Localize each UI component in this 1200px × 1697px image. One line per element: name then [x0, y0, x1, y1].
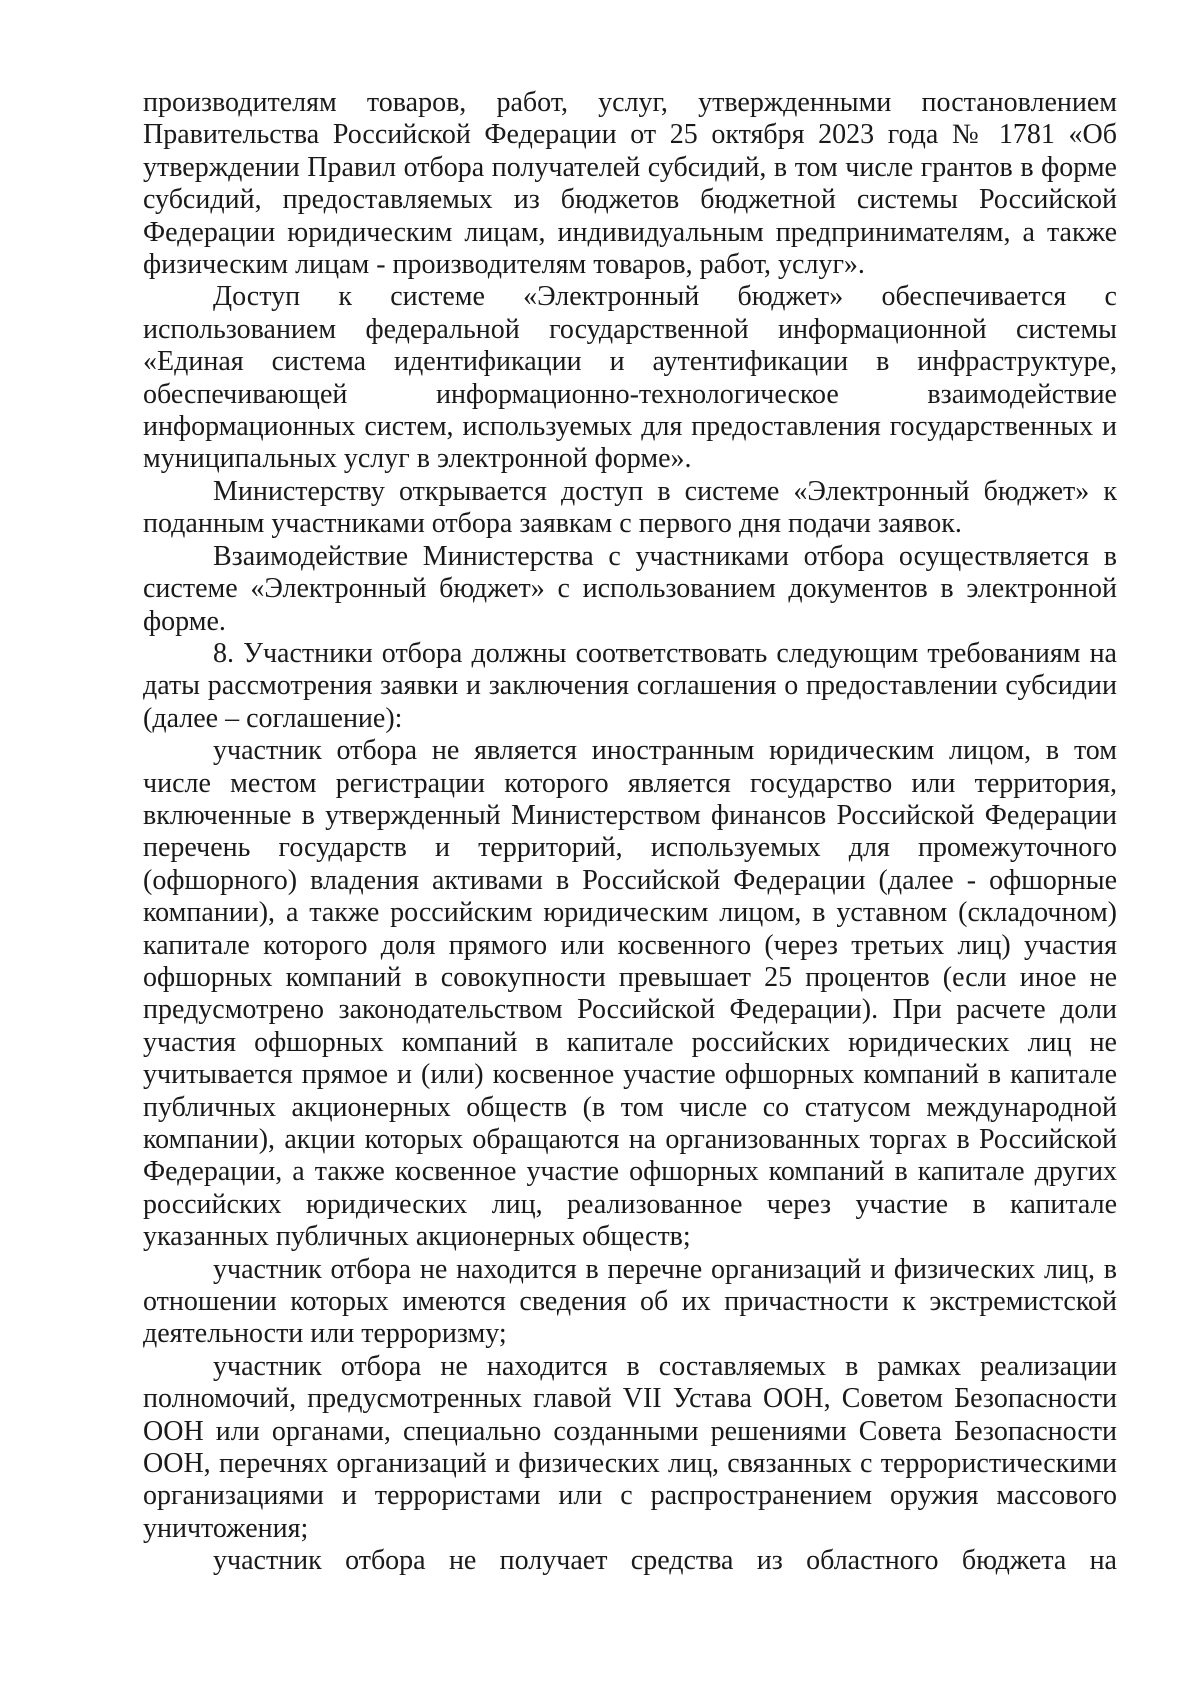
document-body — [143, 87, 1117, 1578]
paragraph-item-8: 8. Участники отбора должны соответствовать следующим требованиям на даты рассмотрения заявки и заключения соглашения о предоставлении субсидии (далее – соглашение): — [143, 637, 1117, 734]
paragraph-budget-requirement: участник отбора не получает средства из областного бюджета на — [213, 1545, 1117, 1577]
paragraph-system-access: Доступ к системе «Электронный бюджет» обеспечивается с использованием федеральной государственной информационной системы «Единая система идентификации и аутентификации в инфраструктуре, обеспечивающей информационно-технологическое взаимодействие информационных систем, используемых для предоставления государственных и муниципальных услуг в электронной форме». — [143, 281, 1117, 475]
paragraph-continuation: производителям товаров, работ, услуг, утвержденными постановлением Правительства Российской Федерации от 25 октября 2023 года № 1781 «Об утверждении Правил отбора получателей субсидий, в том числе грантов в форме субсидий, предоставляемых из бюджетов бюджетной системы Российской Федерации юридическим лицам, индивидуальным предпринимателям, а также физическим лицам - производителям товаров, работ, услуг». — [143, 87, 1117, 281]
paragraph-un-sanctions-requirement: участник отбора не находится в составляемых в рамках реализации полномочий, предусмотренных главой VII Устава ООН, Советом Безопасности ООН или органами, специально созданными решениями Совета Безопасности ООН, перечнях организаций и физических лиц, связанных с террористическими организациями и террористами или с распространением оружия массового уничтожения; — [143, 1350, 1117, 1544]
paragraph-extremism-requirement: участник отбора не находится в перечне организаций и физических лиц, в отношении которых имеются сведения об их причастности к экстремистской деятельности или терроризму; — [143, 1253, 1117, 1350]
paragraph-offshore-requirement: участник отбора не является иностранным юридическим лицом, в том числе местом регистрации которого является государство или территория, включенные в утвержденный Министерством финансов Российской Федерации перечень государств и территорий, используемых для промежуточного (офшорного) владения активами в Российской Федерации (далее - офшорные компании), а также российским юридическим лицом, в уставном (складочном) капитале которого доля прямого или косвенного (через третьих лиц) участия офшорных компаний в совокупности превышает 25 процентов (если иное не предусмотрено законодательством Российской Федерации). При расчете доли участия офшорных компаний в капитале российских юридических лиц не учитывается прямое и (или) косвенное участие офшорных компаний в капитале публичных акционерных обществ (в том числе со статусом международной компании), акции которых обращаются на организованных торгах в Российской Федерации, а также косвенное участие офшорных компаний в капитале других российских юридических лиц, реализованное через участие в капитале указанных публичных акционерных обществ; — [143, 735, 1117, 1253]
paragraph-interaction: Взаимодействие Министерства с участниками отбора осуществляется в системе «Электронный бюджет» с использованием документов в электронной форме. — [143, 540, 1117, 637]
paragraph-ministry-access: Министерству открывается доступ в системе «Электронный бюджет» к поданным участниками отбора заявкам с первого дня подачи заявок. — [143, 475, 1117, 540]
